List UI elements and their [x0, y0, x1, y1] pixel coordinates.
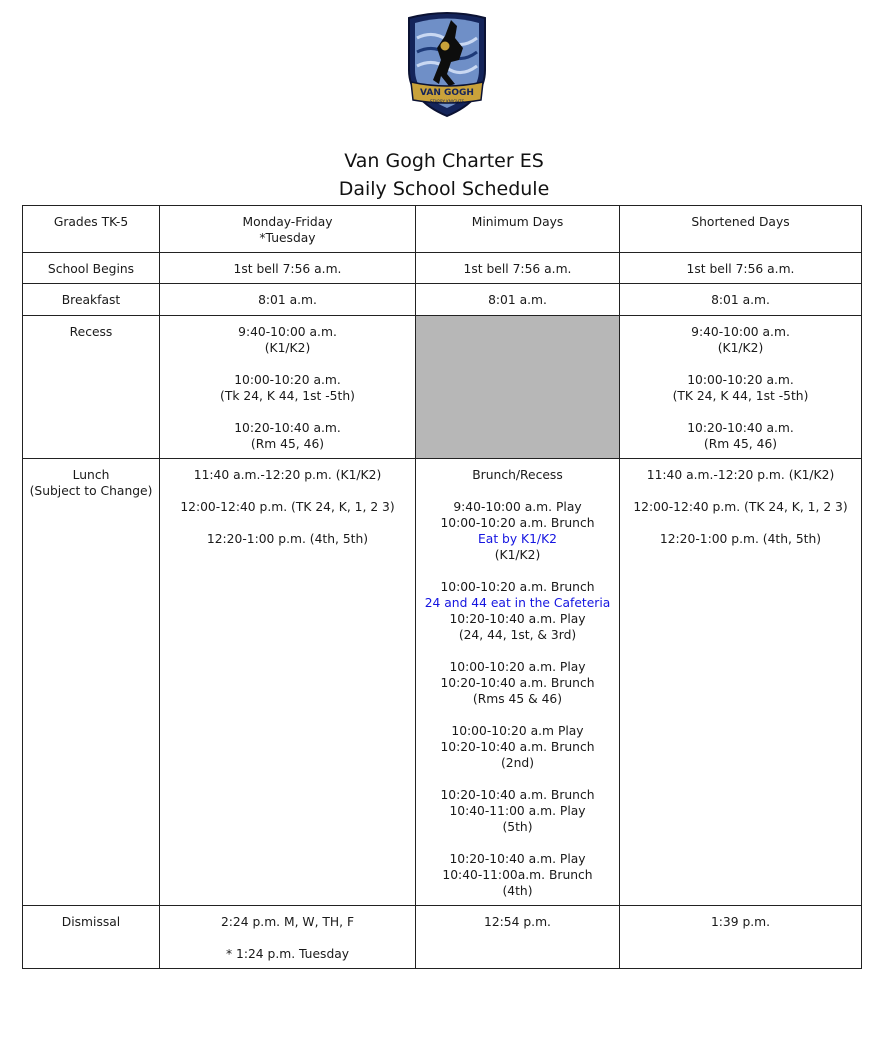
header-grades: Grades TK-5 — [23, 206, 160, 253]
brunch-note: Eat by K1/K2 — [478, 532, 557, 546]
cell-dismissal-minimum: 12:54 p.m. — [416, 906, 620, 969]
lunch-slot: 12:00-12:40 p.m. (TK 24, K, 1, 2 3) — [180, 500, 395, 514]
cell-begins-monday-friday: 1st bell 7:56 a.m. — [160, 253, 416, 284]
brunch-line: 10:20-10:40 a.m. Brunch — [440, 788, 595, 802]
cell-begins-shortened: 1st bell 7:56 a.m. — [620, 253, 862, 284]
table-row-dismissal — [23, 906, 862, 969]
logo-subtext: STARRY KNIGHTS — [429, 99, 465, 104]
recess-group: (TK 24, K 44, 1st -5th) — [672, 389, 809, 403]
cell-recess-monday-friday — [160, 316, 416, 459]
cell-lunch-minimum — [416, 459, 620, 906]
brunch-line: 10:20-10:40 a.m. Play — [449, 612, 586, 626]
brunch-line: 9:40-10:00 a.m. Play — [453, 500, 582, 514]
cell-lunch-shortened — [620, 459, 862, 906]
logo-text: VAN GOGH — [420, 88, 474, 98]
brunch-line: 10:00-10:20 a.m. Brunch — [440, 516, 595, 530]
recess-time: 9:40-10:00 a.m. — [691, 325, 790, 339]
lunch-slot: 12:20-1:00 p.m. (4th, 5th) — [659, 532, 822, 546]
brunch-heading: Brunch/Recess — [472, 468, 563, 482]
cell-breakfast-monday-friday: 8:01 a.m. — [160, 284, 416, 316]
recess-time: 9:40-10:00 a.m. — [238, 325, 337, 339]
recess-time: 10:00-10:20 a.m. — [234, 373, 341, 387]
dismissal-time: 2:24 p.m. M, W, TH, F — [220, 915, 355, 929]
row-label-school-begins: School Begins — [23, 253, 160, 284]
cell-begins-minimum: 1st bell 7:56 a.m. — [416, 253, 620, 284]
lunch-slot: 12:20-1:00 p.m. (4th, 5th) — [206, 532, 369, 546]
brunch-group: (4th) — [502, 884, 533, 898]
table-row-recess — [23, 316, 862, 459]
brunch-line: 10:00-10:20 a.m Play — [451, 724, 584, 738]
cell-dismissal-shortened: 1:39 p.m. — [620, 906, 862, 969]
brunch-note: 24 and 44 eat in the Cafeteria — [424, 596, 611, 610]
recess-group: (Rm 45, 46) — [703, 437, 778, 451]
lunch-slot: 12:00-12:40 p.m. (TK 24, K, 1, 2 3) — [633, 500, 848, 514]
table-row-school-begins — [23, 253, 862, 284]
table-row-lunch — [23, 459, 862, 906]
lunch-label: Lunch — [72, 468, 110, 482]
brunch-line: 10:20-10:40 a.m. Play — [449, 852, 586, 866]
header-monday-friday-label: Monday-Friday — [242, 215, 333, 229]
brunch-line: 10:40-11:00 a.m. Play — [449, 804, 586, 818]
lunch-slot: 11:40 a.m.-12:20 p.m. (K1/K2) — [193, 468, 382, 482]
recess-time: 10:00-10:20 a.m. — [687, 373, 794, 387]
brunch-line: 10:20-10:40 a.m. Brunch — [440, 676, 595, 690]
brunch-line: 10:40-11:00a.m. Brunch — [442, 868, 593, 882]
brunch-group: (5th) — [502, 820, 533, 834]
cell-recess-shortened — [620, 316, 862, 459]
row-label-recess: Recess — [23, 316, 160, 459]
brunch-line: 10:00-10:20 a.m. Brunch — [440, 580, 595, 594]
recess-group: (Tk 24, K 44, 1st -5th) — [220, 389, 355, 403]
page-title: Daily School Schedule — [338, 178, 550, 200]
recess-group: (K1/K2) — [717, 341, 764, 355]
brunch-group: (24, 44, 1st, & 3rd) — [458, 628, 577, 642]
recess-time: 10:20-10:40 a.m. — [687, 421, 794, 435]
header-minimum-days: Minimum Days — [416, 206, 620, 253]
table-header-row — [23, 206, 862, 253]
header-shortened-days: Shortened Days — [620, 206, 862, 253]
recess-group: (K1/K2) — [264, 341, 311, 355]
lunch-sublabel: (Subject to Change) — [29, 484, 153, 498]
recess-group: (Rm 45, 46) — [250, 437, 325, 451]
brunch-line: 10:00-10:20 a.m. Play — [449, 660, 586, 674]
schedule-table — [22, 205, 862, 969]
brunch-group: (2nd) — [500, 756, 535, 770]
dismissal-time-tuesday: * 1:24 p.m. Tuesday — [225, 947, 350, 961]
header-monday-friday — [160, 206, 416, 253]
school-name: Van Gogh Charter ES — [344, 150, 544, 172]
cell-breakfast-shortened: 8:01 a.m. — [620, 284, 862, 316]
school-logo — [403, 8, 491, 118]
brunch-line: 10:20-10:40 a.m. Brunch — [440, 740, 595, 754]
row-label-dismissal: Dismissal — [23, 906, 160, 969]
row-label-lunch — [23, 459, 160, 906]
cell-breakfast-minimum: 8:01 a.m. — [416, 284, 620, 316]
cell-dismissal-monday-friday — [160, 906, 416, 969]
brunch-group: (Rms 45 & 46) — [472, 692, 563, 706]
row-label-breakfast: Breakfast — [23, 284, 160, 316]
recess-time: 10:20-10:40 a.m. — [234, 421, 341, 435]
header-tuesday-note: *Tuesday — [259, 231, 316, 245]
table-row-breakfast — [23, 284, 862, 316]
brunch-group: (K1/K2) — [494, 548, 541, 562]
cell-recess-minimum-empty — [416, 316, 620, 459]
lunch-slot: 11:40 a.m.-12:20 p.m. (K1/K2) — [646, 468, 835, 482]
cell-lunch-monday-friday — [160, 459, 416, 906]
